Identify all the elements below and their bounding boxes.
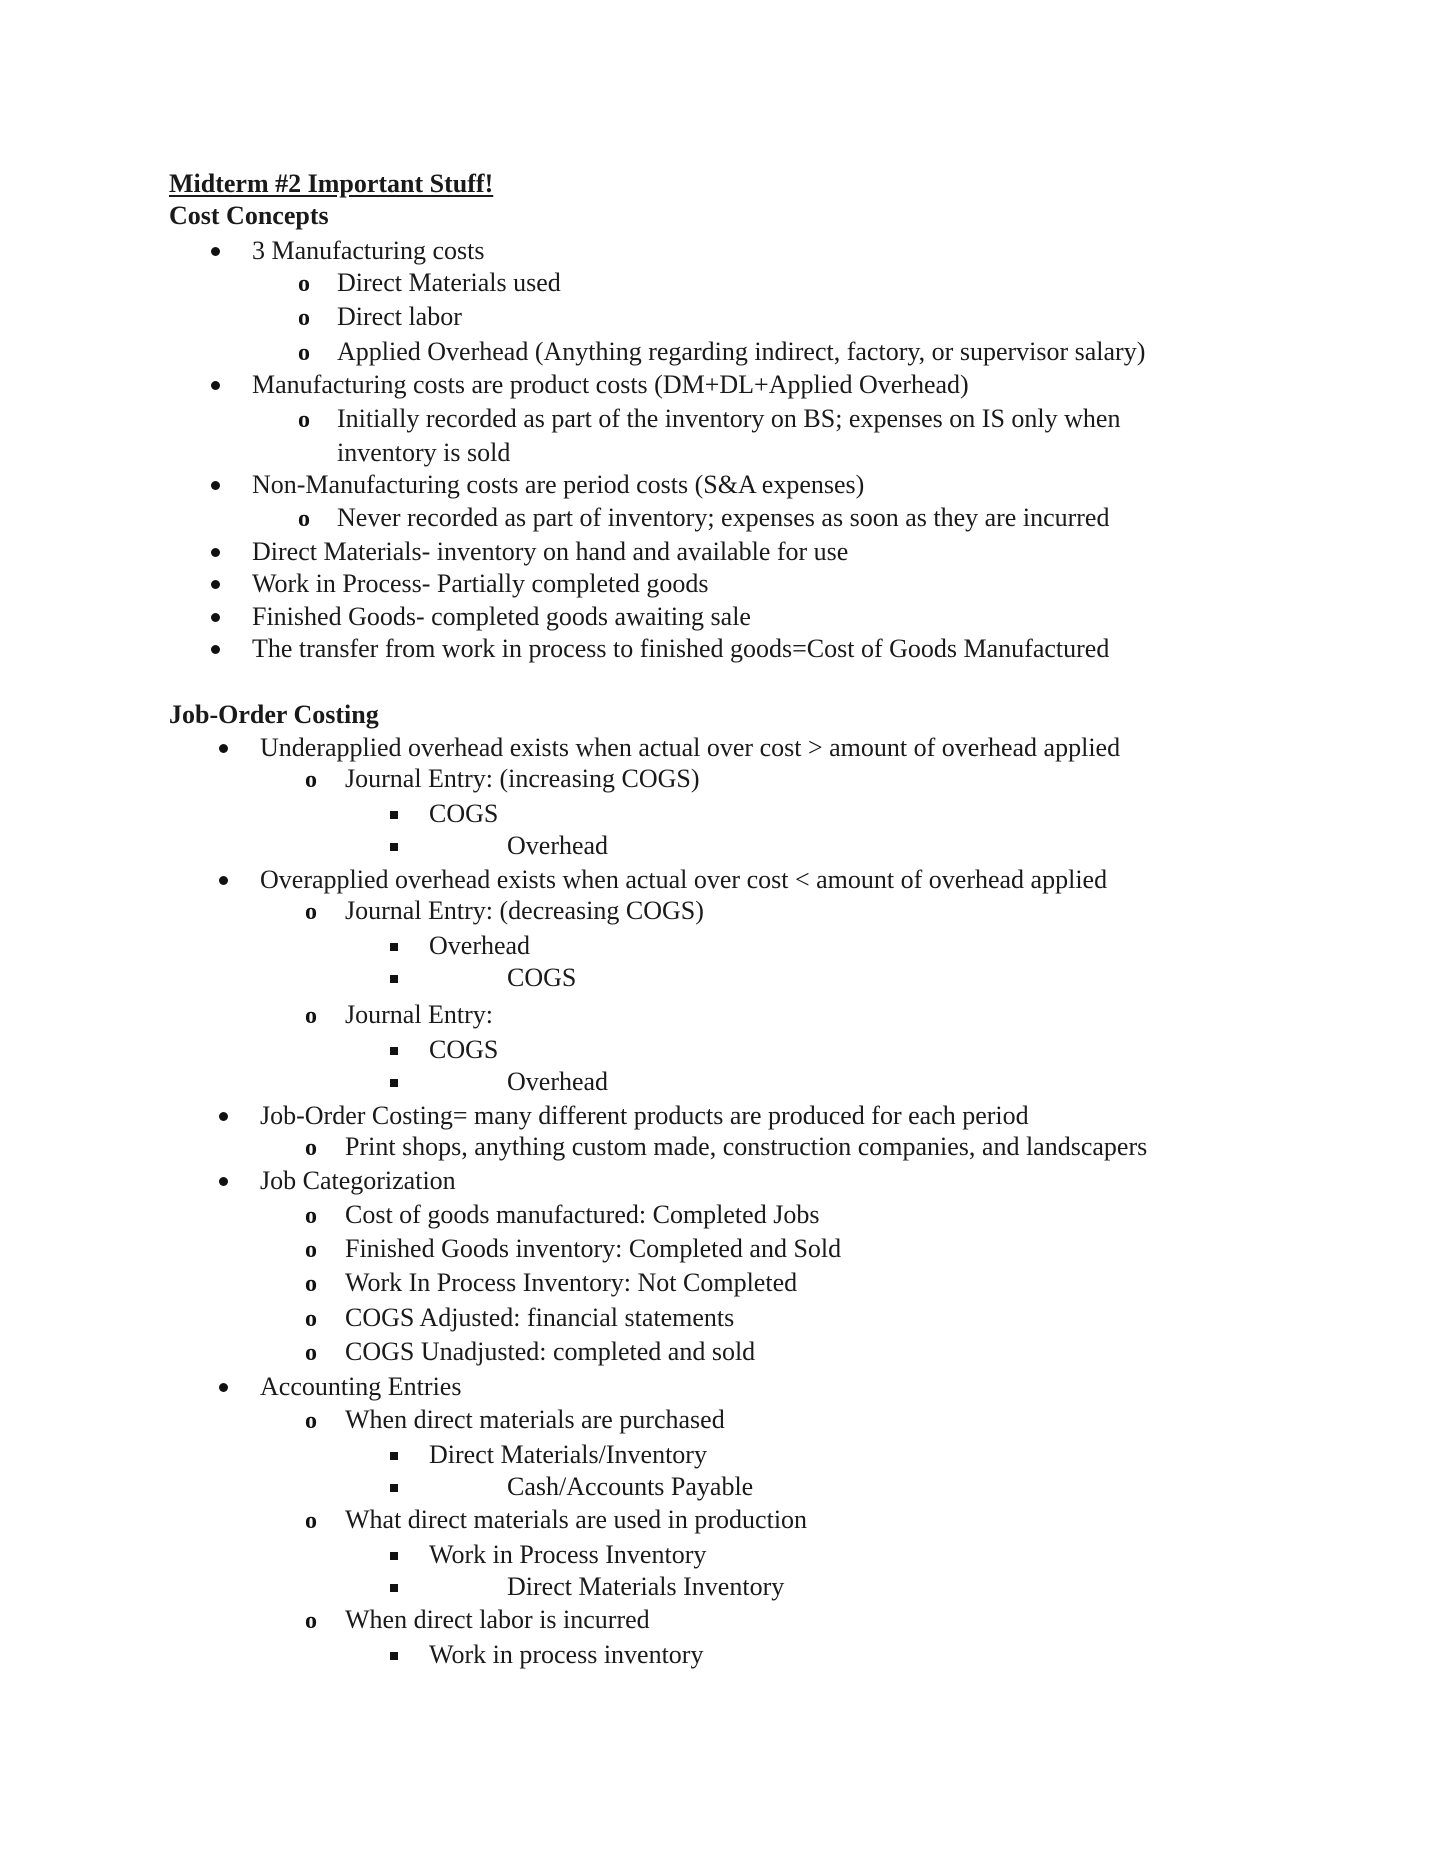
list-item: Work in Process- Partially completed goods — [252, 569, 709, 598]
sub-bullet-icon: o — [305, 1508, 317, 1534]
square-bullet-icon — [390, 975, 398, 983]
bullet-icon — [211, 548, 220, 557]
list-item: When direct materials are purchased — [345, 1405, 725, 1434]
sub-bullet-icon: o — [305, 1135, 317, 1161]
bullet-icon — [219, 876, 228, 885]
sub-bullet-icon: o — [305, 767, 317, 793]
bullet-icon — [211, 613, 220, 622]
journal-debit: Overhead — [429, 931, 531, 960]
sub-bullet-icon: o — [305, 1203, 317, 1229]
journal-debit: Direct Materials/Inventory — [429, 1440, 707, 1469]
page-title: Midterm #2 Important Stuff! — [169, 169, 494, 198]
square-bullet-icon — [390, 1452, 398, 1460]
sub-bullet-icon: o — [298, 506, 310, 532]
journal-debit: COGS — [429, 799, 499, 828]
list-item: Manufacturing costs are product costs (DM+DL+Applied Overhead) — [252, 370, 969, 399]
list-item: Print shops, anything custom made, construction companies, and landscapers — [345, 1132, 1148, 1161]
list-item: When direct labor is incurred — [345, 1605, 650, 1634]
list-item: Work In Process Inventory: Not Completed — [345, 1268, 798, 1297]
sub-bullet-icon: o — [305, 1408, 317, 1434]
bullet-icon — [219, 744, 228, 753]
list-item-continuation: inventory is sold — [337, 438, 511, 467]
square-bullet-icon — [390, 1652, 398, 1660]
journal-credit: Cash/Accounts Payable — [507, 1472, 754, 1501]
list-item: Direct labor — [337, 302, 462, 331]
square-bullet-icon — [390, 811, 398, 819]
sub-bullet-icon: o — [298, 305, 310, 331]
list-item: Accounting Entries — [260, 1372, 462, 1401]
section-heading-job-order-costing: Job-Order Costing — [169, 700, 379, 729]
list-item: 3 Manufacturing costs — [252, 236, 485, 265]
sub-bullet-icon: o — [305, 1237, 317, 1263]
list-item: Initially recorded as part of the inventory on BS; expenses on IS only when — [337, 404, 1121, 433]
square-bullet-icon — [390, 1584, 398, 1592]
list-item: Finished Goods inventory: Completed and Sold — [345, 1234, 842, 1263]
list-item: Journal Entry: (increasing COGS) — [345, 764, 700, 793]
list-item: Non-Manufacturing costs are period costs (S&A expenses) — [252, 470, 865, 499]
square-bullet-icon — [390, 843, 398, 851]
list-item: Never recorded as part of inventory; expenses as soon as they are incurred — [337, 503, 1110, 532]
sub-bullet-icon: o — [305, 1306, 317, 1332]
bullet-icon — [219, 1177, 228, 1186]
journal-debit: Work in Process Inventory — [429, 1540, 707, 1569]
bullet-icon — [219, 1112, 228, 1121]
list-item: Underapplied overhead exists when actual over cost > amount of overhead applied — [260, 733, 1121, 762]
sub-bullet-icon: o — [305, 1271, 317, 1297]
sub-bullet-icon: o — [305, 1003, 317, 1029]
list-item: Journal Entry: (decreasing COGS) — [345, 896, 704, 925]
sub-bullet-icon: o — [305, 899, 317, 925]
journal-credit: Overhead — [507, 831, 609, 860]
square-bullet-icon — [390, 1484, 398, 1492]
sub-bullet-icon: o — [298, 340, 310, 366]
bullet-icon — [211, 381, 220, 390]
journal-debit: Work in process inventory — [429, 1640, 704, 1669]
journal-credit: Overhead — [507, 1067, 609, 1096]
list-item: Journal Entry: — [345, 1000, 494, 1029]
list-item: Finished Goods- completed goods awaiting sale — [252, 602, 751, 631]
list-item: Cost of goods manufactured: Completed Jobs — [345, 1200, 820, 1229]
list-item: COGS Unadjusted: completed and sold — [345, 1337, 756, 1366]
square-bullet-icon — [390, 1047, 398, 1055]
list-item: Job Categorization — [260, 1166, 456, 1195]
list-item: Job-Order Costing= many different products are produced for each period — [260, 1101, 1029, 1130]
bullet-icon — [219, 1383, 228, 1392]
list-item: What direct materials are used in production — [345, 1505, 808, 1534]
bullet-icon — [211, 580, 220, 589]
square-bullet-icon — [390, 1552, 398, 1560]
bullet-icon — [211, 645, 220, 654]
list-item: COGS Adjusted: financial statements — [345, 1303, 735, 1332]
journal-debit: COGS — [429, 1035, 499, 1064]
list-item: Overapplied overhead exists when actual over cost < amount of overhead applied — [260, 865, 1108, 894]
square-bullet-icon — [390, 1079, 398, 1087]
sub-bullet-icon: o — [298, 271, 310, 297]
section-heading-cost-concepts: Cost Concepts — [169, 201, 329, 230]
bullet-icon — [211, 247, 220, 256]
sub-bullet-icon: o — [298, 407, 310, 433]
list-item: Applied Overhead (Anything regarding indirect, factory, or supervisor salary) — [337, 337, 1146, 366]
sub-bullet-icon: o — [305, 1608, 317, 1634]
list-item: Direct Materials used — [337, 268, 561, 297]
list-item: Direct Materials- inventory on hand and available for use — [252, 537, 849, 566]
list-item: The transfer from work in process to finished goods=Cost of Goods Manufactured — [252, 634, 1110, 663]
journal-credit: Direct Materials Inventory — [507, 1572, 785, 1601]
sub-bullet-icon: o — [305, 1340, 317, 1366]
journal-credit: COGS — [507, 963, 577, 992]
square-bullet-icon — [390, 943, 398, 951]
bullet-icon — [211, 481, 220, 490]
